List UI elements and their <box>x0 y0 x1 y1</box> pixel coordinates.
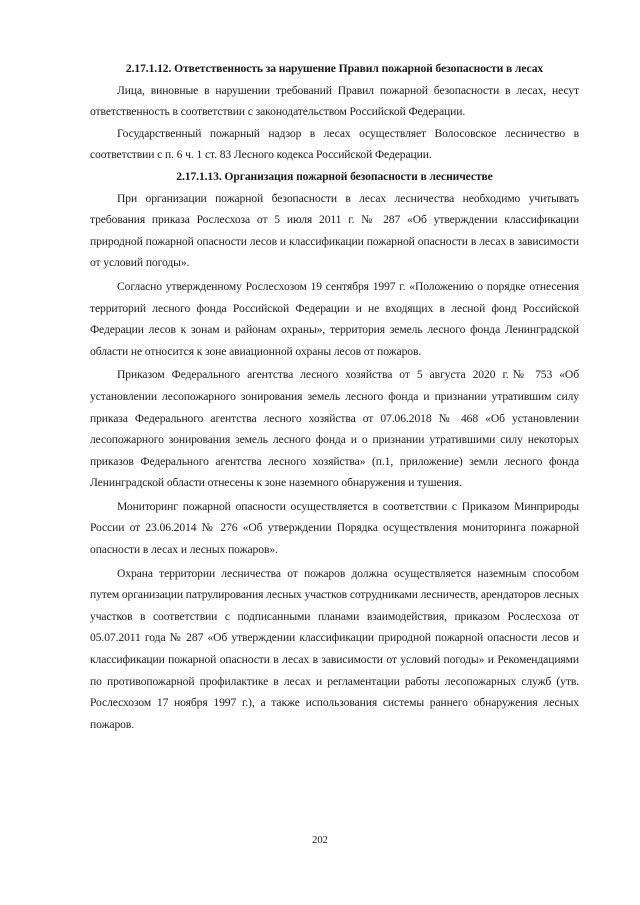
paragraph-ground-protection: Охрана территории лесничества от пожаров должна осуществляется наземным способом путем организации патрулирования лесных участков сотрудниками лесничеств, арендаторов лесных участков в соответствии с подписанными планами взаимодействия, приказом Рослесхоза от 05.07.2011 года № 287 «Об утверждении классификации природной пожарной опасности лесов и классификации пожарной опасности в лесах в зависимости от условий погоды» и Рекомендациями по противопожарной профилактике в лесах и регламентации работы лесопожарных служб (утв. Рослесхозом 17 ноября 1997 г.), а также использования системы раннего обнаружения лесных пожаров. <box>90 566 579 731</box>
paragraph-fire-supervision: Государственный пожарный надзор в лесах осуществляет Волосовское лесничество в соответствии с п. 6 ч. 1 ст. 83 Лесного кодекса Российской Федерации. <box>90 126 579 162</box>
paragraph-fire-zoning: Приказом Федерального агентства лесного хозяйства от 5 августа 2020 г.№ 753 «Об установлении лесопожарного зонирования земель лесного фонда и признании утратившим силу приказа Федерального агентства лесного хозяйства от 07.06.2018 № 468 «Об установлении лесопожарного зонирования земель лесного фонда и о признании утратившими силу некоторых приказов Федерального агентства лесного хозяйства» (п.1, приложение) земли лесного фонда Ленинградской области отнесены к зоне наземного обнаружения и тушения. <box>90 368 579 490</box>
page-number: 202 <box>312 835 328 846</box>
paragraph-liability: Лица, виновные в нарушении требований Правил пожарной безопасности в лесах, несут ответственность в соответствии с законодательством Российской Федерации. <box>90 83 579 119</box>
document-page <box>90 58 579 735</box>
section-heading-responsibility: 2.17.1.12. Ответственность за нарушение Правил пожарной безопасности в лесах <box>125 62 544 75</box>
section-heading-organization: 2.17.1.13. Организация пожарной безопасности в лесничестве <box>176 169 493 183</box>
paragraph-protection-zones: Согласно утвержденному Рослесхозом 19 сентября 1997 г. «Положению о порядке отнесения территорий лесного фонда Российской Федерации и не входящих в лесной фонд Российской Федерации лесов к зонам и районам охраны», территория земель лесного фонда Ленинградской области не относится к зоне авиационной охраны лесов от пожаров. <box>90 279 579 358</box>
paragraph-monitoring: Мониторинг пожарной опасности осуществляется в соответствии с Приказом Минприроды России от 23.06.2014 № 276 «Об утверждении Порядка осуществления мониторинга пожарной опасности в лесах и лесных пожаров». <box>90 499 579 557</box>
paragraph-rosleshoz-order: При организации пожарной безопасности в лесах лесничества необходимо учитывать требования приказа Рослесхоза от 5 июля 2011 г. № 287 «Об утверждении классификации природной пожарной опасности лесов и классификации пожарной опасности в лесах в зависимости от условий погоды». <box>90 191 579 270</box>
